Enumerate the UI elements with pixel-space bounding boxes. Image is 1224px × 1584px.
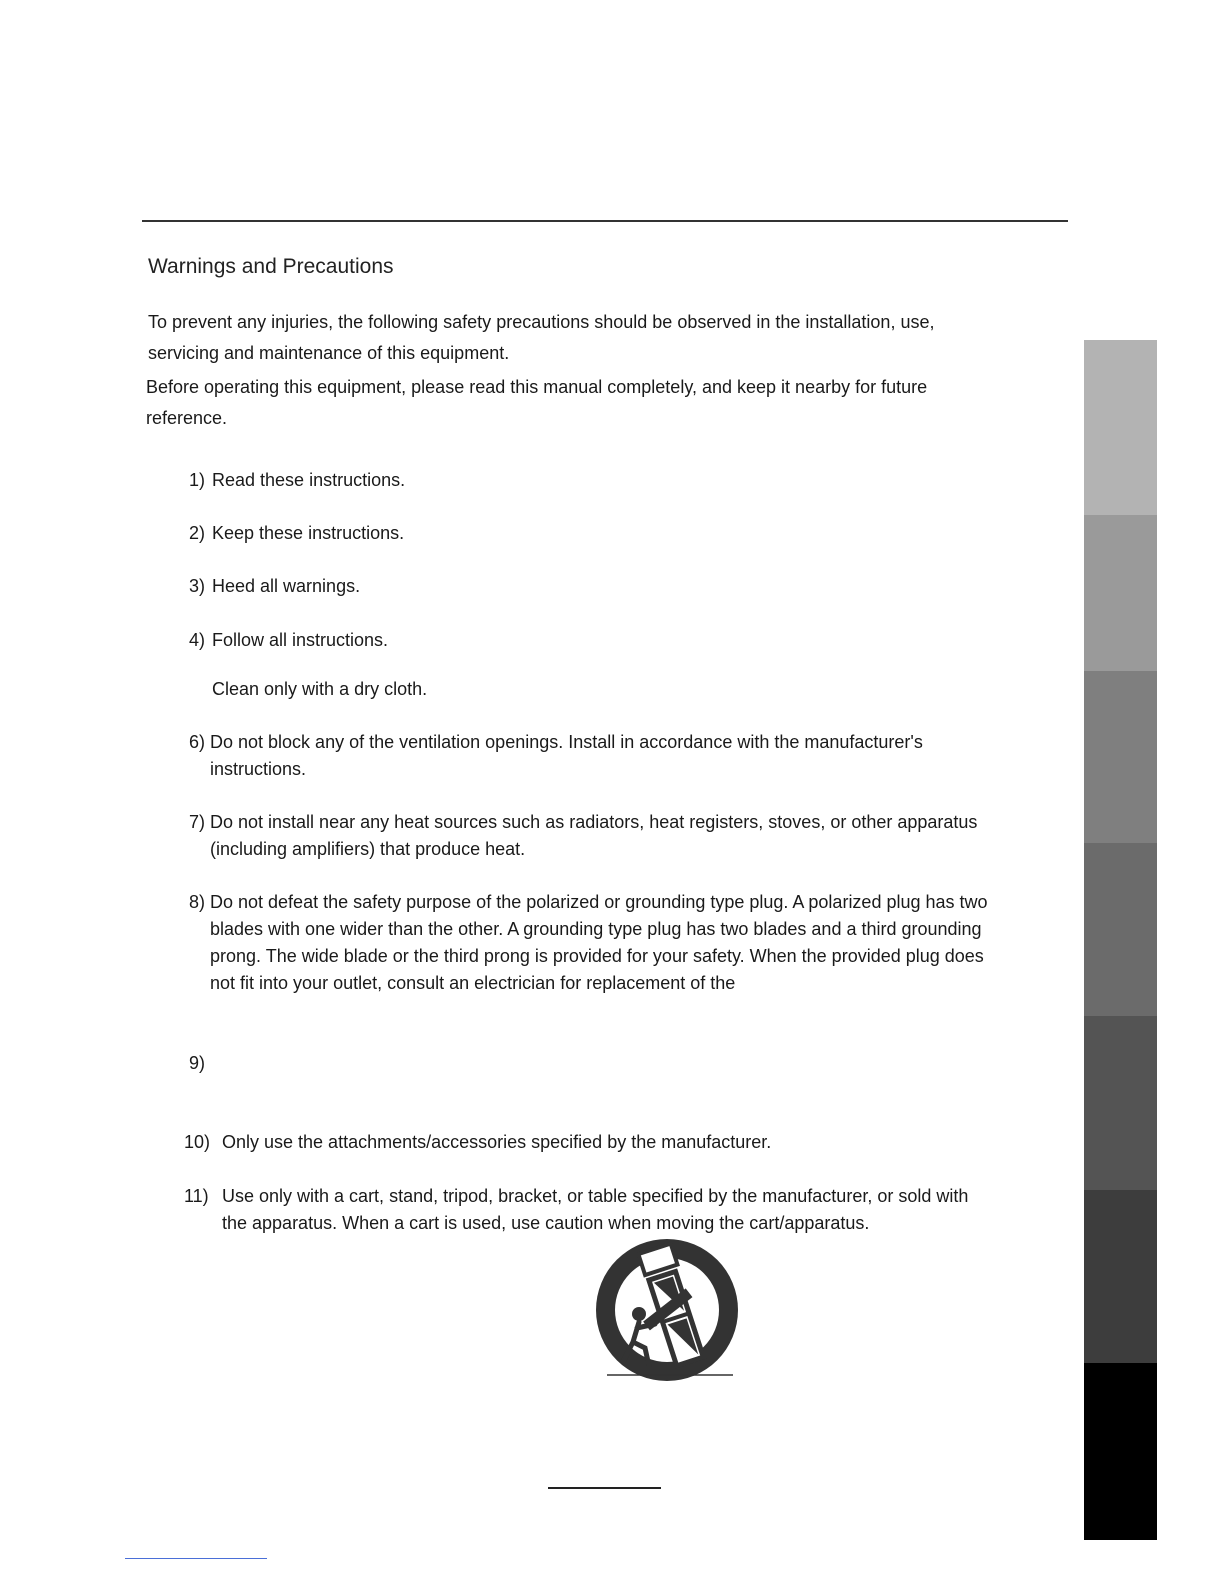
page-title: Warnings and Precautions (148, 255, 394, 278)
list-item (189, 627, 989, 654)
item-number: 11) (184, 1186, 209, 1206)
intro-paragraph-2: Before operating this equipment, please read this manual completely, and keep it nearby for future reference. (146, 377, 928, 428)
item-number: 8) (189, 892, 206, 912)
footer-rule (548, 1487, 661, 1489)
list-item (189, 520, 989, 547)
header-rule (142, 220, 1068, 222)
list-item (184, 1129, 984, 1156)
list-item (189, 573, 989, 600)
item-text: Read these instructions. (212, 470, 406, 490)
list-item (189, 809, 989, 863)
chapter-tab (1084, 671, 1157, 843)
list-item (184, 1183, 984, 1237)
item-text: Do not defeat the safety purpose of the polarized or grounding type plug. A polarized plug has two blades with one wider than the other. A grounding type plug has two blades and a third grounding prong. The wide blade or the third prong is provided for your safety. When the provided plug does not fit into your outlet, consult an electrician for replacement of the (210, 892, 988, 993)
item-number: 3) (189, 576, 206, 596)
chapter-tab (1084, 515, 1157, 671)
item-text: Only use the attachments/accessories specified by the manufacturer. (222, 1132, 772, 1152)
item-text: Use only with a cart, stand, tripod, bracket, or table specified by the manufacturer, or sold with the apparatus. When a cart is used, use caution when moving the cart/apparatus. (222, 1186, 969, 1233)
item-text: Keep these instructions. (212, 523, 405, 543)
list-item (189, 676, 989, 703)
footer-link-underline (125, 1558, 267, 1559)
chapter-tab (1084, 1363, 1157, 1540)
intro-paragraph-1: To prevent any injuries, the following safety precautions should be observed in the installation, use, servicing and maintenance of this equipment. (148, 312, 935, 363)
list-item (189, 889, 989, 997)
item-number: 9) (189, 1053, 206, 1073)
list-item (189, 729, 989, 783)
item-text: Clean only with a dry cloth. (212, 679, 428, 699)
item-number: 10) (184, 1132, 211, 1152)
item-number: 6) (189, 732, 206, 752)
list-item (189, 467, 989, 494)
chapter-tab (1084, 1190, 1157, 1363)
item-number: 2) (189, 523, 206, 543)
item-text: Follow all instructions. (212, 630, 389, 650)
item-number: 1) (189, 470, 206, 490)
chapter-tab (1084, 340, 1157, 515)
item-text: Do not install near any heat sources such as radiators, heat registers, stoves, or other apparatus (including amplifiers) that produce heat. (210, 812, 978, 859)
item-number: 4) (189, 630, 206, 650)
item-text: Do not block any of the ventilation openings. Install in accordance with the manufacturer's instructions. (210, 732, 923, 779)
chapter-tab (1084, 843, 1157, 1016)
chapter-tabs (1084, 340, 1157, 1540)
item-text: Heed all warnings. (212, 576, 361, 596)
item-number: 7) (189, 812, 206, 832)
cart-tip-over-warning-icon (595, 1238, 740, 1384)
chapter-tab (1084, 1016, 1157, 1190)
